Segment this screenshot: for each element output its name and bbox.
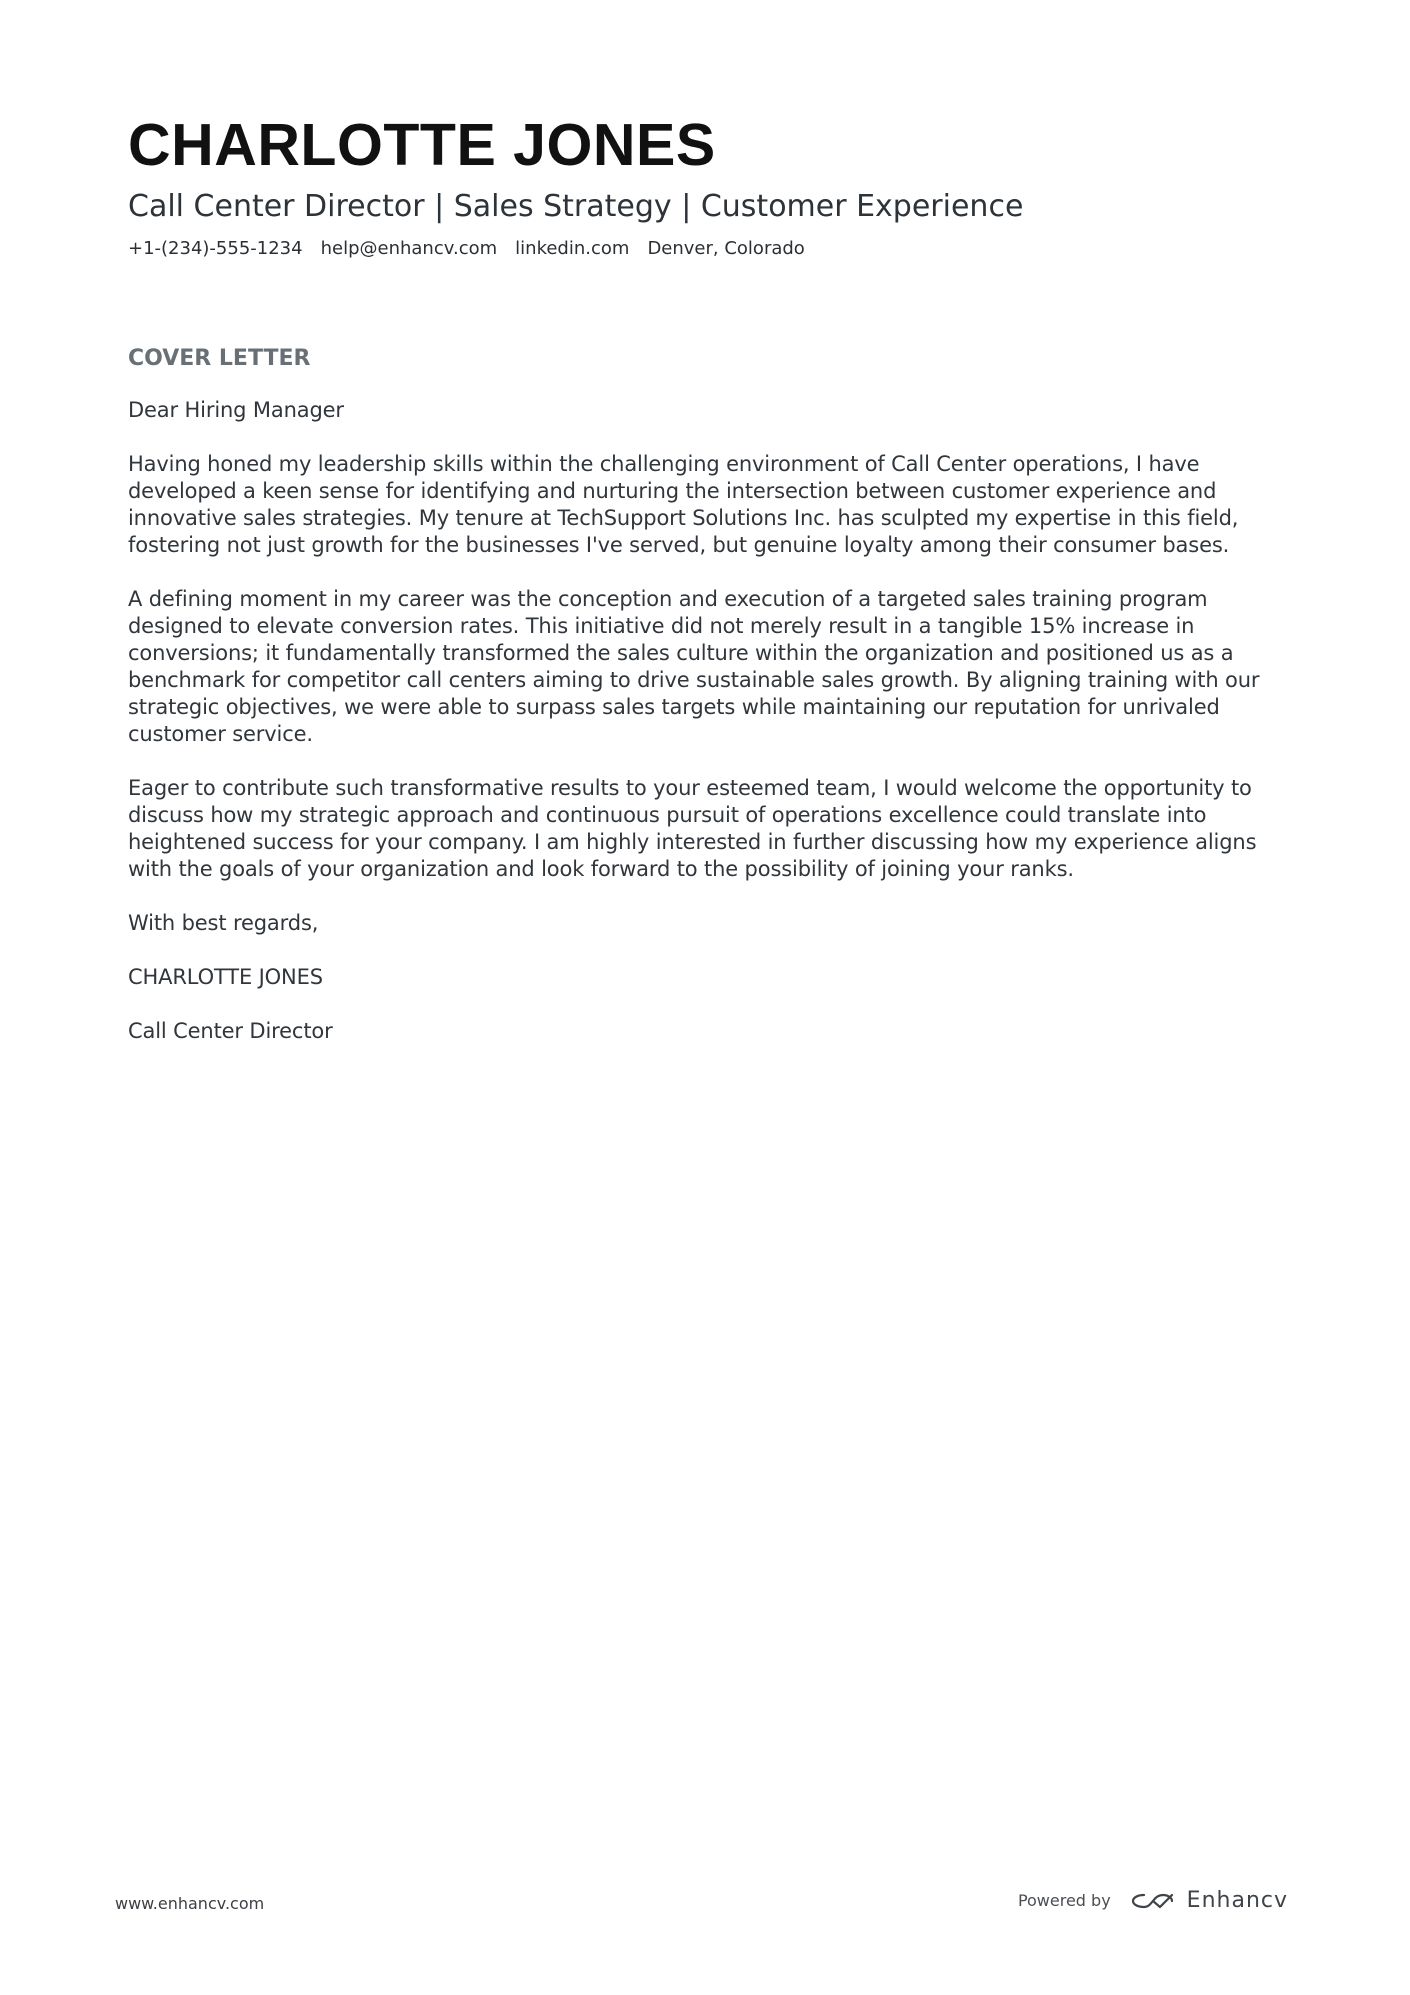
closing: With best regards, (128, 911, 319, 935)
brand-name: Enhancv (1186, 1888, 1288, 1913)
location: Denver, Colorado (647, 238, 805, 259)
signature-name: CHARLOTTE JONES (128, 965, 323, 989)
email-address[interactable]: help@enhancv.com (320, 238, 498, 259)
enhancv-logo-icon (1129, 1889, 1177, 1913)
letter-paragraph-1: Having honed my leadership skills within the challenging environment of Call Center operations, I have developed a keen sense for identifying and nurturing the intersection between customer experience and innovative sales strategies. My tenure at TechSupport Solutions Inc. has sculpted my expertise in this field, fostering not just growth for the businesses I've served, but genuine loyalty among their consumer bases. (128, 452, 1239, 557)
letter-paragraph-2: A defining moment in my career was the conception and execution of a targeted sales training program designed to elevate conversion rates. This initiative did not merely result in a tangible 15% increase in conversions; it fundamentally transformed the sales culture within the organization and positioned us as a benchmark for competitor call centers aiming to drive sustainable sales growth. By aligning training with our strategic objectives, we were able to surpass sales targets while maintaining our reputation for unrivaled customer service. (128, 587, 1260, 746)
candidate-name: CHARLOTTE JONES (128, 112, 716, 178)
footer-website-link[interactable]: www.enhancv.com (115, 1894, 265, 1913)
cover-letter-body (128, 345, 1294, 1072)
resume-header (128, 112, 1288, 260)
signature-title: Call Center Director (128, 1019, 333, 1043)
phone-number: +1-(234)-555-1234 (128, 238, 303, 259)
powered-by-badge[interactable] (1018, 1885, 1288, 1917)
professional-headline: Call Center Director | Sales Strategy | Customer Experience (128, 189, 1024, 224)
powered-by-label: Powered by (1017, 1891, 1111, 1910)
salutation: Dear Hiring Manager (128, 398, 344, 422)
section-title: COVER LETTER (128, 346, 311, 371)
linkedin-link[interactable]: linkedin.com (515, 238, 630, 259)
letter-paragraph-3: Eager to contribute such transformative results to your esteemed team, I would welcome the opportunity to discuss how my strategic approach and continuous pursuit of operations excellence could translate into heightened success for your company. I am highly interested in further discussing how my experience aligns with the goals of your organization and look forward to the possibility of joining your ranks. (128, 776, 1257, 881)
contact-info (128, 238, 1288, 260)
brand-logo (1129, 1889, 1288, 1913)
